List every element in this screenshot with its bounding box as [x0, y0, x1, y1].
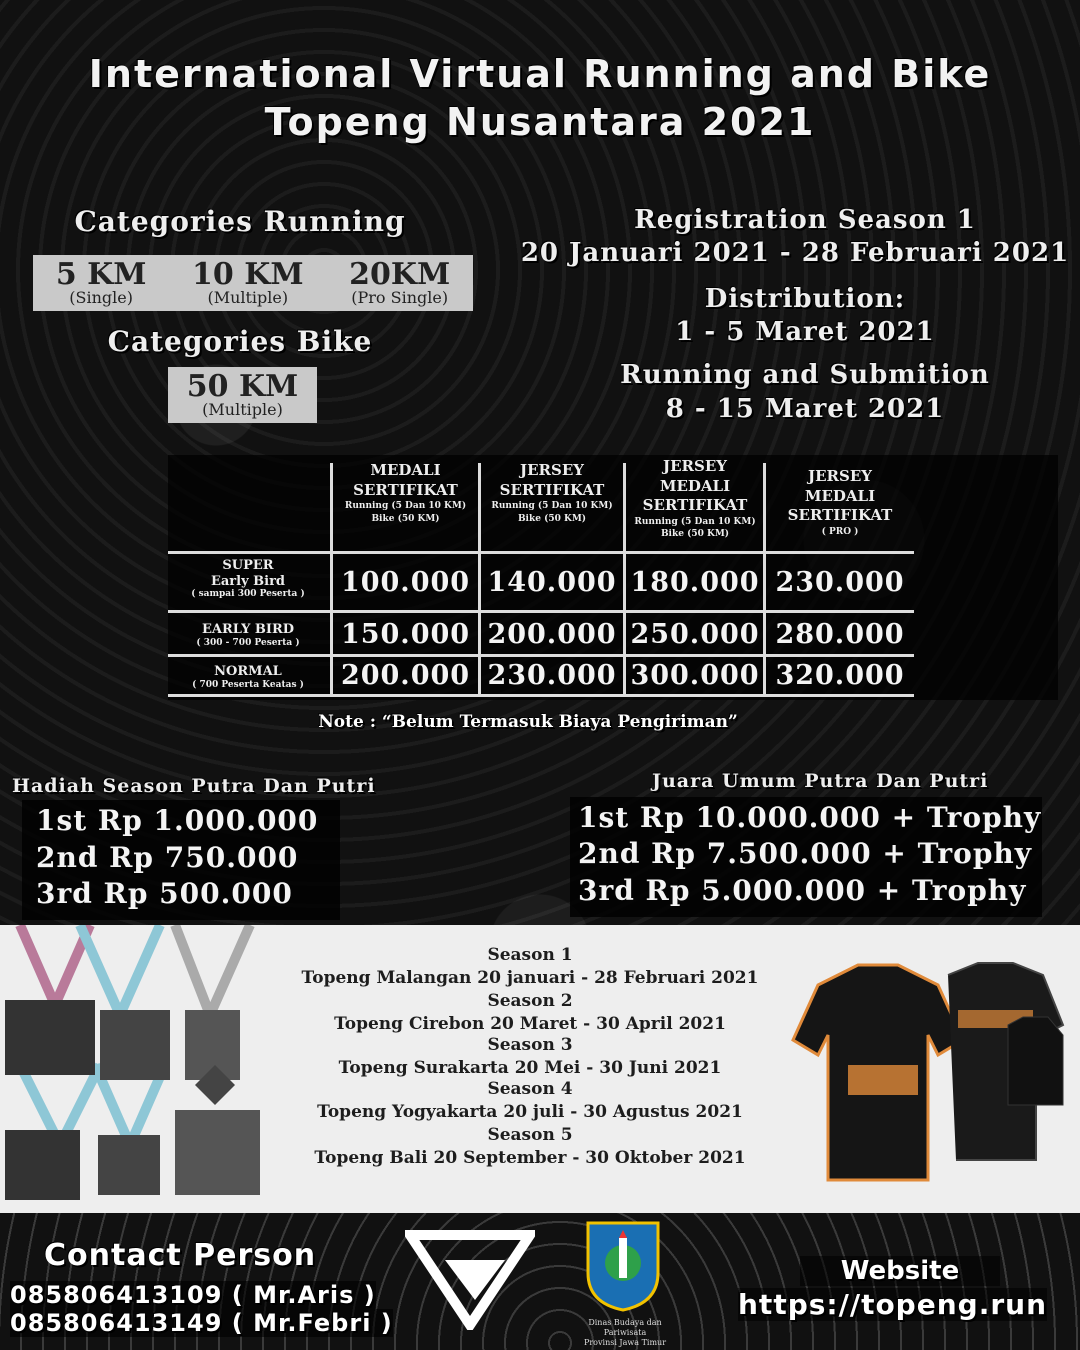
- emblem-caption-line2: Provinsi Jawa Timur: [583, 1338, 667, 1347]
- season-2-detail: Topeng Cirebon 20 Maret - 30 April 2021: [334, 1014, 726, 1034]
- table-divider: [330, 463, 333, 695]
- price-r2-c1: 150.000: [340, 619, 471, 650]
- contact-phone-2[interactable]: 085806413149 ( Mr.Febri ): [10, 1309, 393, 1337]
- title-line-2: Topeng Nusantara 2021: [264, 100, 816, 144]
- season-3-detail: Topeng Surakarta 20 Mei - 30 Juni 2021: [338, 1058, 722, 1078]
- season-4-label: Season 4: [487, 1079, 573, 1099]
- season-2-label: Season 2: [487, 991, 573, 1011]
- col-header-2-note1: Running (5 Dan 10 KM): [491, 501, 613, 511]
- category-20km: [349, 257, 451, 307]
- price-r3-c3: 300.000: [630, 660, 760, 691]
- table-divider: [168, 654, 914, 657]
- season-1-label: Season 1: [487, 945, 573, 965]
- season-4-detail: Topeng Yogyakarta 20 juli - 30 Agustus 2021: [317, 1102, 743, 1122]
- col-header-3-line1: JERSEY: [663, 457, 727, 475]
- price-r1-c3: 180.000: [630, 567, 760, 598]
- price-r1-c2: 140.000: [487, 567, 617, 598]
- shipping-note: Note : “Belum Termasuk Biaya Pengiriman”: [318, 712, 738, 732]
- row-label-super-early-bird: [168, 558, 328, 600]
- col-header-3-line2: MEDALI: [659, 476, 731, 495]
- categories-running-heading: Categories Running: [74, 205, 406, 238]
- distribution-label: Distribution:: [704, 284, 906, 314]
- season-prize-3rd: 3rd Rp 500.000: [36, 877, 293, 910]
- category-50km-distance: 50 KM: [186, 369, 299, 404]
- col-header-2-line2: SERTIFIKAT: [499, 480, 605, 499]
- category-10km-type: (Multiple): [207, 288, 289, 307]
- table-divider: [763, 463, 766, 695]
- overall-prize-2nd: 2nd Rp 7.500.000 + Trophy: [578, 837, 1033, 870]
- row-2-label1: EARLY BIRD: [201, 622, 295, 637]
- table-divider: [623, 463, 626, 695]
- category-10km: [192, 257, 304, 307]
- row-1-label2: Early Bird: [210, 573, 286, 589]
- registration-label: Registration Season 1: [634, 205, 976, 235]
- price-r2-c3: 250.000: [630, 619, 760, 650]
- category-20km-type: (Pro Single): [351, 288, 449, 307]
- season-1-detail: Topeng Malangan 20 januari - 28 Februari 2021: [301, 968, 759, 988]
- col-header-1-line2: SERTIFIKAT: [353, 480, 458, 499]
- website-url-link[interactable]: https://topeng.run: [738, 1288, 1048, 1321]
- category-5km: [55, 257, 147, 307]
- col-header-4-line2: MEDALI: [804, 486, 876, 505]
- table-divider: [168, 551, 914, 554]
- col-header-2: [481, 461, 623, 525]
- registration-dates: 20 Januari 2021 - 28 Februari 2021: [520, 238, 1070, 268]
- jerseys-illustration: [778, 955, 1068, 1200]
- col-header-4-note1: ( PRO ): [821, 526, 859, 537]
- price-r1-c1: 100.000: [340, 567, 471, 598]
- row-label-normal: [168, 664, 328, 690]
- col-header-2-line1: JERSEY: [520, 461, 584, 479]
- emblem-caption: [570, 1318, 680, 1348]
- season-5-label: Season 5: [487, 1125, 573, 1145]
- overall-prize-1st: 1st Rp 10.000.000 + Trophy: [578, 801, 1042, 834]
- row-1-label1: SUPER: [222, 558, 274, 573]
- season-3-label: Season 3: [487, 1035, 573, 1055]
- contact-heading: Contact Person: [44, 1238, 317, 1273]
- medals-illustration: [0, 925, 270, 1210]
- col-header-3-line3: SERTIFIKAT: [642, 496, 748, 514]
- price-r3-c4: 320.000: [775, 660, 905, 691]
- distribution-dates: 1 - 5 Maret 2021: [675, 317, 935, 347]
- col-header-1-line1: MEDALI: [370, 461, 441, 479]
- price-r3-c2: 230.000: [487, 660, 617, 691]
- col-header-1: [333, 461, 478, 525]
- col-header-1-note2: Bike (50 KM): [371, 513, 440, 524]
- price-r3-c1: 200.000: [340, 660, 471, 691]
- categories-running-box: [33, 255, 473, 311]
- price-table: [168, 455, 1058, 700]
- row-1-label3: ( sampai 300 Peserta ): [191, 589, 305, 600]
- categories-bike-heading: Categories Bike: [107, 325, 373, 358]
- col-header-4-line1: JERSEY: [808, 467, 872, 485]
- season-prize-heading: Hadiah Season Putra Dan Putri: [12, 775, 376, 797]
- province-emblem-icon: [583, 1218, 663, 1313]
- season-prize-1st: 1st Rp 1.000.000: [36, 804, 319, 837]
- category-5km-distance: 5 KM: [55, 257, 147, 292]
- running-label: Running and Submition: [620, 360, 990, 390]
- event-logo-icon: [405, 1230, 535, 1330]
- price-r2-c2: 200.000: [487, 619, 617, 650]
- title-line-1: International Virtual Running and Bike: [88, 52, 992, 96]
- season-5-detail: Topeng Bali 20 September - 30 Oktober 2021: [314, 1148, 746, 1168]
- category-50km-type: (Multiple): [202, 400, 283, 419]
- col-header-2-note2: Bike (50 KM): [517, 513, 587, 524]
- col-header-3-note2: Bike (50 KM): [660, 529, 730, 540]
- season-prize-2nd: 2nd Rp 750.000: [36, 841, 299, 874]
- col-header-1-note1: Running (5 Dan 10 KM): [344, 501, 467, 511]
- website-heading: Website: [800, 1256, 1000, 1286]
- emblem-caption-line1: Dinas Budaya dan Pariwisata: [588, 1318, 662, 1337]
- category-20km-distance: 20KM: [349, 257, 451, 292]
- category-5km-type: (Single): [69, 288, 133, 307]
- col-header-3: [626, 457, 764, 541]
- price-r1-c4: 230.000: [775, 567, 905, 598]
- overall-prize-3rd: 3rd Rp 5.000.000 + Trophy: [578, 874, 1027, 907]
- row-3-label3: ( 700 Peserta Keatas ): [192, 679, 304, 690]
- row-3-label1: NORMAL: [214, 664, 282, 679]
- price-r2-c4: 280.000: [775, 619, 905, 650]
- table-divider: [478, 463, 481, 695]
- col-header-4: [766, 467, 914, 538]
- contact-phone-1[interactable]: 085806413109 ( Mr.Aris ): [10, 1281, 376, 1309]
- table-divider: [168, 694, 914, 697]
- running-dates: 8 - 15 Maret 2021: [665, 394, 945, 424]
- category-10km-distance: 10 KM: [192, 257, 304, 292]
- category-50km: [186, 369, 299, 419]
- row-label-early-bird: [168, 622, 328, 648]
- col-header-3-note1: Running (5 Dan 10 KM): [634, 516, 756, 527]
- overall-prize-heading: Juara Umum Putra Dan Putri: [652, 770, 989, 792]
- row-2-label3: ( 300 - 700 Peserta ): [196, 637, 300, 648]
- table-divider: [168, 610, 914, 613]
- col-header-4-line3: SERTIFIKAT: [787, 506, 893, 524]
- categories-bike-box: [168, 367, 317, 423]
